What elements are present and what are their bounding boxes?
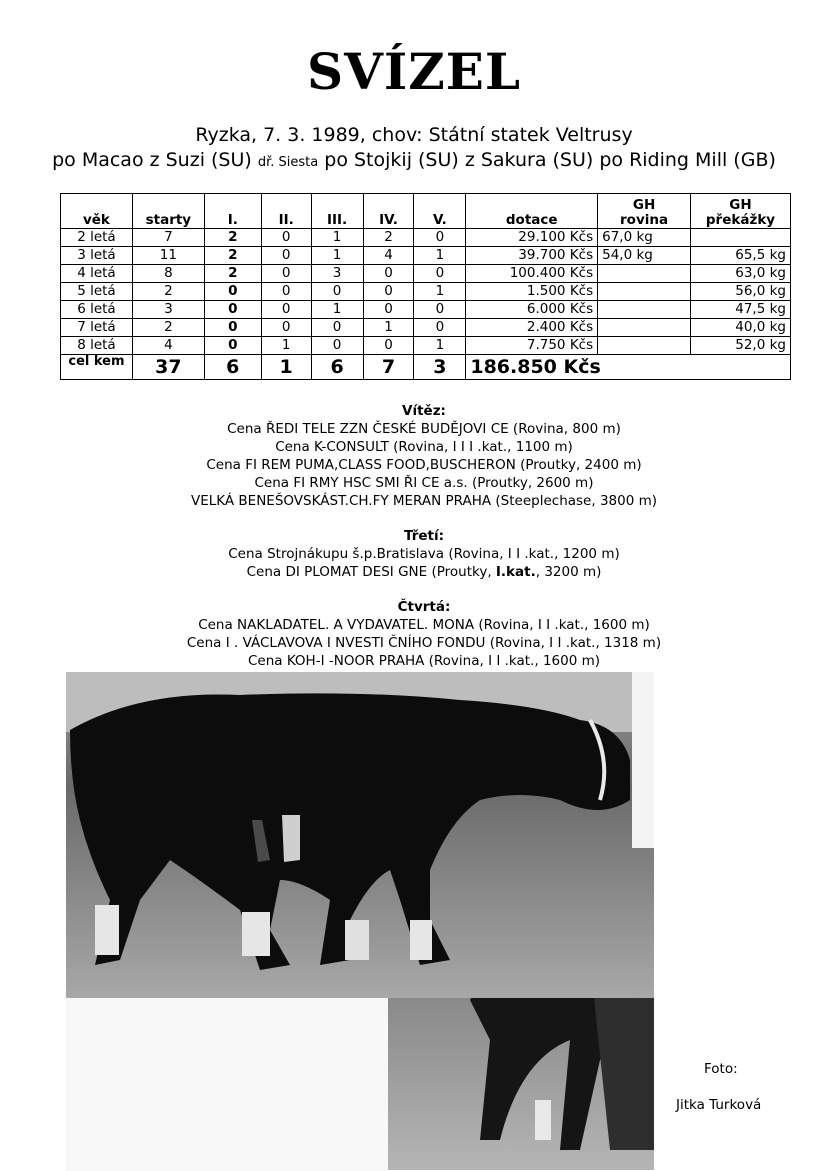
cell-p4: 0 bbox=[363, 301, 414, 319]
total-p4: 7 bbox=[363, 355, 414, 380]
cell-p1: 0 bbox=[204, 319, 261, 337]
header-gh-flat-2: rovina bbox=[620, 212, 669, 228]
header-p5: V. bbox=[414, 194, 466, 229]
cell-p5: 0 bbox=[414, 229, 466, 247]
total-money: 186.850 Kčs bbox=[466, 355, 791, 380]
cell-p5: 1 bbox=[414, 247, 466, 265]
total-starts: 37 bbox=[132, 355, 204, 380]
winner-heading: Vítěz: bbox=[402, 403, 446, 419]
cell-p1: 2 bbox=[204, 229, 261, 247]
cell-money: 100.400 Kčs bbox=[466, 265, 598, 283]
header-gh-jump-1: GH bbox=[729, 197, 752, 213]
cell-gh-jump: 40,0 kg bbox=[691, 319, 791, 337]
cell-money: 2.400 Kčs bbox=[466, 319, 598, 337]
page-title: SVÍZEL bbox=[306, 42, 522, 101]
cell-age: 5 letá bbox=[61, 283, 133, 301]
cell-p4: 2 bbox=[363, 229, 414, 247]
header-money: dotace bbox=[466, 194, 598, 229]
cell-p1: 2 bbox=[204, 247, 261, 265]
cell-p4: 1 bbox=[363, 319, 414, 337]
cell-money: 1.500 Kčs bbox=[466, 283, 598, 301]
total-p3: 6 bbox=[311, 355, 363, 380]
total-p2: 1 bbox=[261, 355, 311, 380]
cell-p2: 0 bbox=[261, 319, 311, 337]
total-p1: 6 bbox=[204, 355, 261, 380]
total-p5: 3 bbox=[414, 355, 466, 380]
cell-starts: 2 bbox=[132, 319, 204, 337]
cell-money: 7.750 Kčs bbox=[466, 337, 598, 355]
cell-p1: 0 bbox=[204, 283, 261, 301]
third-race-2-b: , 3200 m) bbox=[535, 564, 602, 580]
cell-p4: 0 bbox=[363, 283, 414, 301]
cell-p5: 1 bbox=[414, 337, 466, 355]
fourth-heading: Čtvrtá: bbox=[397, 599, 451, 615]
cell-age: 3 letá bbox=[61, 247, 133, 265]
cell-p1: 0 bbox=[204, 337, 261, 355]
cell-age: 8 letá bbox=[61, 337, 133, 355]
cell-gh-flat: 54,0 kg bbox=[598, 247, 691, 265]
header-p2: II. bbox=[261, 194, 311, 229]
cell-p2: 0 bbox=[261, 301, 311, 319]
photo-credit-name: Jitka Turková bbox=[676, 1097, 762, 1113]
fourth-race: Cena NAKLADATEL. A VYDAVATEL. MONA (Rovina, I I .kat., 1600 m) bbox=[198, 617, 650, 633]
cell-p3: 0 bbox=[311, 283, 363, 301]
pedigree-small: dř. Siesta bbox=[257, 155, 319, 170]
cell-starts: 2 bbox=[132, 283, 204, 301]
cell-starts: 8 bbox=[132, 265, 204, 283]
cell-p3: 1 bbox=[311, 301, 363, 319]
cell-p1: 2 bbox=[204, 265, 261, 283]
fourth-race: Cena KOH-I -NOOR PRAHA (Rovina, I I .kat., 1600 m) bbox=[247, 653, 601, 669]
cell-p3: 3 bbox=[311, 265, 363, 283]
cell-age: 4 letá bbox=[61, 265, 133, 283]
pedigree-part-b: po Stojkij (SU) z Sakura (SU) po Riding Mill (GB) bbox=[318, 149, 776, 171]
fourth-race: Cena I . VÁCLAVOVA I NVESTI ČNÍHO FONDU (Rovina, I I .kat., 1318 m) bbox=[186, 635, 662, 651]
winner-race: Cena FI RMY HSC SMI ŘI CE a.s. (Proutky, 2600 m) bbox=[254, 475, 594, 491]
winner-race: Cena FI REM PUMA,CLASS FOOD,BUSCHERON (Proutky, 2400 m) bbox=[206, 457, 642, 473]
pedigree-part-a: po Macao z Suzi (SU) bbox=[52, 149, 258, 171]
cell-p5: 0 bbox=[414, 265, 466, 283]
cell-starts: 11 bbox=[132, 247, 204, 265]
header-gh-flat-1: GH bbox=[632, 197, 656, 213]
cell-p3: 1 bbox=[311, 229, 363, 247]
cell-p2: 0 bbox=[261, 265, 311, 283]
cell-p4: 0 bbox=[363, 265, 414, 283]
cell-p5: 1 bbox=[414, 283, 466, 301]
cell-p3: 1 bbox=[311, 247, 363, 265]
header-age: věk bbox=[61, 194, 133, 229]
cell-starts: 7 bbox=[132, 229, 204, 247]
cell-gh-jump: 47,5 kg bbox=[691, 301, 791, 319]
third-race-2-bold: I.kat. bbox=[495, 564, 536, 580]
header-p3: III. bbox=[311, 194, 363, 229]
third-heading: Třetí: bbox=[403, 528, 445, 544]
cell-p2: 1 bbox=[261, 337, 311, 355]
cell-p3: 0 bbox=[311, 337, 363, 355]
photo-horse-walking bbox=[66, 672, 654, 998]
cell-p2: 0 bbox=[261, 229, 311, 247]
header-p1: I. bbox=[204, 194, 261, 229]
cell-starts: 4 bbox=[132, 337, 204, 355]
cell-age: 2 letá bbox=[61, 229, 133, 247]
winner-race: Cena ŘEDI TELE ZZN ČESKÉ BUDĚJOVI CE (Rovina, 800 m) bbox=[227, 421, 621, 437]
cell-money: 6.000 Kčs bbox=[466, 301, 598, 319]
cell-gh-jump: 65,5 kg bbox=[691, 247, 791, 265]
cell-gh-flat: 67,0 kg bbox=[598, 229, 691, 247]
cell-p5: 0 bbox=[414, 319, 466, 337]
cell-p2: 0 bbox=[261, 247, 311, 265]
cell-p4: 4 bbox=[363, 247, 414, 265]
cell-starts: 3 bbox=[132, 301, 204, 319]
winner-race: VELKÁ BENEŠOVSKÁST.CH.FY MERAN PRAHA (Steeplechase, 3800 m) bbox=[190, 493, 658, 509]
cell-money: 39.700 Kčs bbox=[466, 247, 598, 265]
cell-p2: 0 bbox=[261, 283, 311, 301]
header-starts: starty bbox=[132, 194, 204, 229]
header-p4: IV. bbox=[363, 194, 414, 229]
cell-p3: 0 bbox=[311, 319, 363, 337]
cell-p5: 0 bbox=[414, 301, 466, 319]
third-race-2-a: Cena DI PLOMAT DESI GNE (Proutky, bbox=[246, 564, 496, 580]
cell-gh-jump: 63,0 kg bbox=[691, 265, 791, 283]
cell-gh-jump: 52,0 kg bbox=[691, 337, 791, 355]
photo-credit-label: Foto: bbox=[704, 1061, 738, 1077]
cell-age: 7 letá bbox=[61, 319, 133, 337]
total-label: cel kem bbox=[61, 355, 133, 380]
cell-p4: 0 bbox=[363, 337, 414, 355]
cell-money: 29.100 Kčs bbox=[466, 229, 598, 247]
cell-p1: 0 bbox=[204, 301, 261, 319]
third-race: Cena Strojnákupu š.p.Bratislava (Rovina, I I .kat., 1200 m) bbox=[228, 546, 620, 562]
header-gh-jump-2: překážky bbox=[705, 212, 776, 228]
winner-race: Cena K-CONSULT (Rovina, I I I .kat., 1100 m) bbox=[275, 439, 573, 455]
cell-gh-jump: 56,0 kg bbox=[691, 283, 791, 301]
horse-details: Ryzka, 7. 3. 1989, chov: Státní statek Veltrusy bbox=[195, 124, 633, 146]
cell-age: 6 letá bbox=[61, 301, 133, 319]
